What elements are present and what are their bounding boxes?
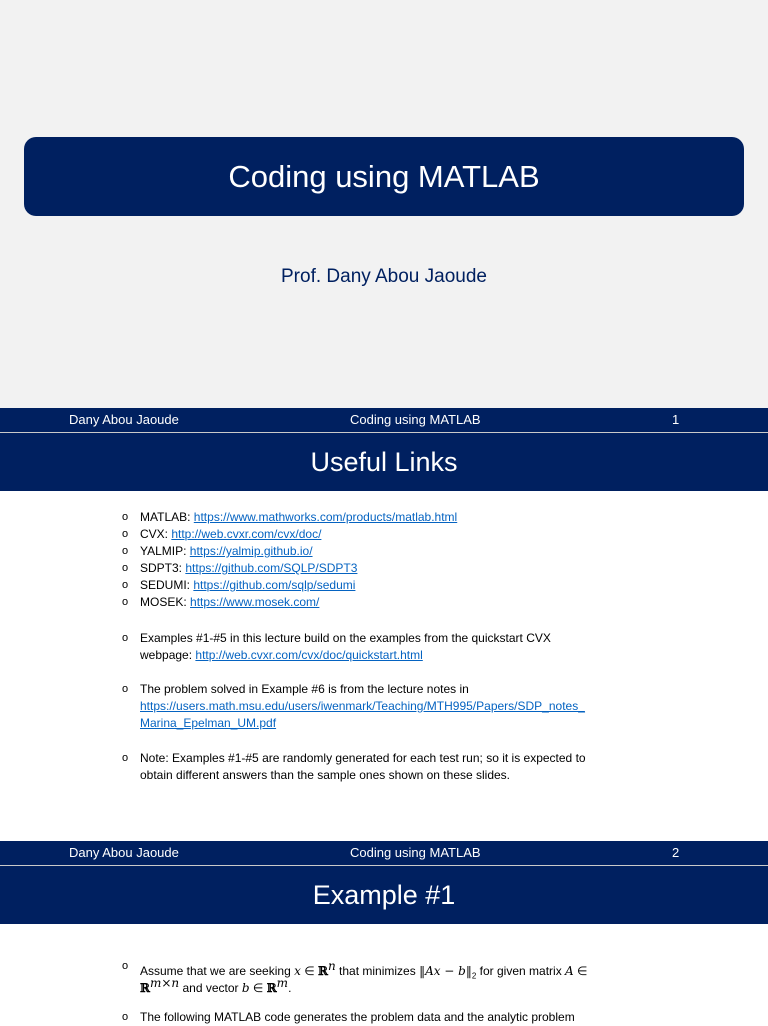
- lecture-notes-line-1: The problem solved in Example #6 is from the lecture notes in: [140, 682, 469, 696]
- presentation-title: Coding using MATLAB: [228, 158, 540, 194]
- sdpt3-link[interactable]: https://github.com/SQLP/SDPT3: [185, 561, 358, 575]
- link-label: YALMIP:: [140, 544, 190, 558]
- bullet-icon: o: [122, 528, 129, 540]
- link-label: SDPT3:: [140, 561, 186, 575]
- footer-page-number: 1: [672, 412, 680, 427]
- slide-3-title: Example #1: [312, 879, 456, 910]
- list-item: [0, 630, 768, 664]
- link-label: MOSEK:: [140, 595, 191, 609]
- bullet-icon: o: [122, 596, 129, 608]
- bullet-icon: o: [122, 1011, 129, 1023]
- lecture-notes-link-part-2[interactable]: Marina_Epelman_UM.pdf: [140, 716, 277, 730]
- presenter-name: Prof. Dany Abou Jaoude: [281, 266, 487, 287]
- list-item: [0, 958, 768, 995]
- list-item: [0, 560, 768, 577]
- footer-author: Dany Abou Jaoude: [69, 845, 179, 860]
- slide-footer-2: [0, 841, 768, 865]
- link-label: SEDUMI:: [140, 578, 194, 592]
- footer-course: Coding using MATLAB: [350, 412, 481, 427]
- slide-2-title: Useful Links: [310, 446, 458, 477]
- bullet-icon: o: [122, 632, 129, 644]
- link-label: MATLAB:: [140, 510, 194, 524]
- list-item: [0, 526, 768, 543]
- title-slide: [0, 0, 768, 408]
- bullet-icon: o: [122, 562, 129, 574]
- list-item: [0, 681, 768, 732]
- slide-footer-1: [0, 408, 768, 432]
- slide-3-header: [0, 866, 768, 924]
- bullet-icon: o: [122, 960, 129, 972]
- cvx-link[interactable]: http://web.cvxr.com/cvx/doc/: [171, 527, 322, 541]
- random-data-note-line-2: obtain different answers than the sample ones shown on these slides.: [140, 768, 511, 782]
- code-intro-line-1: The following MATLAB code generates the problem data and the analytic problem: [140, 1010, 575, 1024]
- bullet-icon: o: [122, 683, 129, 695]
- list-item: [0, 594, 768, 611]
- bullet-icon: o: [122, 579, 129, 591]
- cvx-quickstart-link[interactable]: http://web.cvxr.com/cvx/doc/quickstart.html: [195, 648, 423, 662]
- link-label: CVX:: [140, 527, 172, 541]
- footer-page-number: 2: [672, 845, 680, 860]
- bullet-icon: o: [122, 511, 129, 523]
- random-data-note-line-1: Note: Examples #1-#5 are randomly generated for each test run; so it is expected to: [140, 751, 586, 765]
- problem-statement-line-2: ℝ$^{m\times n}$ and vector b ∈ ℝ$^m$.: [140, 976, 292, 995]
- bullet-icon: o: [122, 752, 129, 764]
- list-item: [0, 543, 768, 560]
- yalmip-link[interactable]: https://yalmip.github.io/: [189, 544, 313, 558]
- mosek-link[interactable]: https://www.mosek.com/: [190, 595, 320, 609]
- list-item: [0, 577, 768, 594]
- list-item: [0, 509, 768, 526]
- quickstart-note-line-1: Examples #1-#5 in this lecture build on the examples from the quickstart CVX: [140, 631, 551, 645]
- quickstart-note-line-2: webpage:: [140, 648, 196, 662]
- bullet-icon: o: [122, 545, 129, 557]
- footer-author: Dany Abou Jaoude: [69, 412, 179, 427]
- list-item: [0, 1009, 768, 1026]
- list-item: [0, 750, 768, 784]
- slide-2-header: [0, 433, 768, 491]
- lecture-notes-link-part-1[interactable]: https://users.math.msu.edu/users/iwenmark/Teaching/MTH995/Papers/SDP_notes_: [140, 699, 585, 713]
- footer-course: Coding using MATLAB: [350, 845, 481, 860]
- matlab-link[interactable]: https://www.mathworks.com/products/matlab.html: [193, 510, 458, 524]
- problem-statement-line-1: Assume that we are seeking x ∈ ℝ$^n$ that minimizes ‖Ax − $b‖_2$ for given matrix A ∈: [140, 959, 588, 981]
- title-banner: [24, 137, 744, 216]
- sedumi-link[interactable]: https://github.com/sqlp/sedumi: [193, 578, 356, 592]
